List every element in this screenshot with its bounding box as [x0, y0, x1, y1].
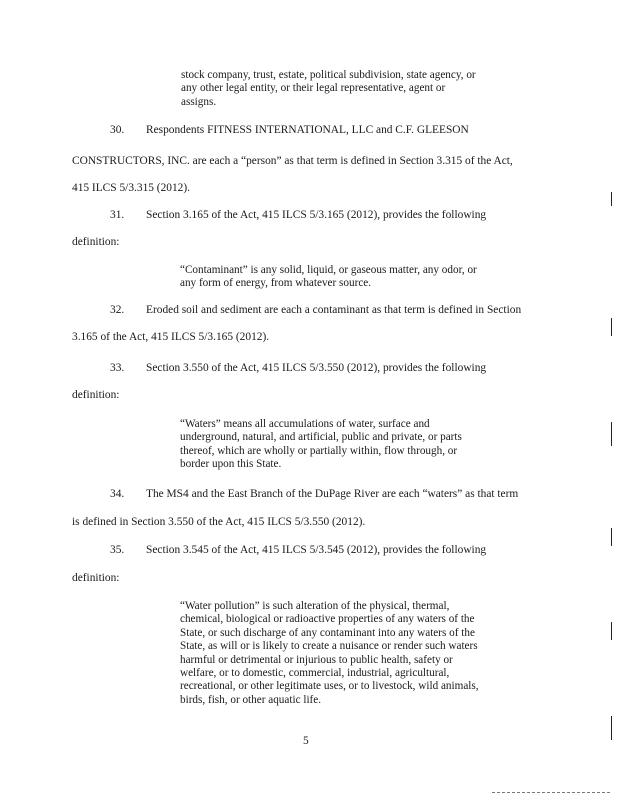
margin-mark: [611, 422, 612, 446]
margin-mark: [611, 716, 612, 740]
margin-mark: [611, 528, 612, 546]
quote-line: border upon this State.: [180, 458, 282, 471]
paragraph-number: 33.: [110, 362, 125, 374]
quote-line: State, as will or is likely to create a nuisance or render such waters: [180, 640, 478, 653]
quote-line: stock company, trust, estate, political subdivision, state agency, or: [181, 69, 476, 81]
waters-definition-quote: [180, 418, 462, 472]
footer-scan-line: [492, 792, 610, 794]
paragraph-33-first-line: Section 3.550 of the Act, 415 ILCS 5/3.550 (2012), provides the following: [146, 362, 487, 374]
paragraph-35-line: definition:: [72, 572, 120, 584]
paragraph-32-line: 3.165 of the Act, 415 ILCS 5/3.165 (2012).: [72, 331, 270, 343]
margin-mark: [611, 318, 612, 336]
paragraph-number: 35.: [110, 544, 125, 556]
paragraph-30-line: CONSTRUCTORS, INC. are each a “person” as that term is defined in Section 3.315 of the Act,: [72, 155, 513, 167]
margin-mark: [611, 192, 612, 206]
quote-line: chemical, biological or radioactive properties of any waters of the: [180, 613, 475, 626]
paragraph-number: 32.: [110, 304, 125, 316]
quote-line: “Water pollution” is such alteration of the physical, thermal,: [180, 600, 450, 612]
water-pollution-definition-quote: [180, 600, 479, 707]
quote-line: underground, natural, and artificial, public and private, or parts: [180, 431, 462, 444]
page-number: 5: [303, 735, 309, 747]
contaminant-definition-quote: [180, 264, 477, 291]
quote-line: State, or such discharge of any contaminant into any waters of the: [180, 626, 475, 639]
paragraph-31-line: definition:: [72, 236, 120, 248]
quote-line: “Contaminant” is any solid, liquid, or gaseous matter, any odor, or: [180, 264, 477, 276]
paragraph-30-line: 415 ILCS 5/3.315 (2012).: [72, 182, 191, 194]
quote-line: harmful or detrimental or injurious to public health, safety or: [180, 653, 453, 666]
quote-line: thereof, which are wholly or partially within, flow through, or: [180, 444, 458, 457]
continuation-quote: [181, 69, 476, 109]
paragraph-31-first-line: Section 3.165 of the Act, 415 ILCS 5/3.165 (2012), provides the following: [146, 209, 487, 221]
quote-line: birds, fish, or other aquatic life.: [180, 693, 322, 706]
quote-line: any other legal entity, or their legal representative, agent or: [181, 82, 446, 95]
paragraph-33-line: definition:: [72, 389, 120, 401]
quote-line: recreational, or other legitimate uses, or to livestock, wild animals,: [180, 680, 479, 693]
paragraph-number: 31.: [110, 209, 125, 221]
quote-line: assigns.: [181, 95, 217, 108]
quote-line: welfare, or to domestic, commercial, industrial, agricultural,: [180, 667, 450, 680]
paragraph-34-line: is defined in Section 3.550 of the Act, 415 ILCS 5/3.550 (2012).: [72, 516, 366, 528]
quote-line: “Waters” means all accumulations of water, surface and: [180, 418, 430, 430]
paragraph-34-first-line: The MS4 and the East Branch of the DuPage River are each “waters” as that term: [146, 488, 519, 500]
margin-mark: [611, 622, 612, 640]
paragraph-32-first-line: Eroded soil and sediment are each a contaminant as that term is defined in Section: [146, 304, 522, 316]
paragraph-number: 30.: [110, 124, 125, 136]
paragraph-30-first-line: Respondents FITNESS INTERNATIONAL, LLC and C.F. GLEESON: [146, 124, 469, 136]
paragraph-number: 34.: [110, 488, 125, 500]
quote-line: any form of energy, from whatever source.: [180, 277, 372, 290]
paragraph-35-first-line: Section 3.545 of the Act, 415 ILCS 5/3.545 (2012), provides the following: [146, 544, 487, 556]
